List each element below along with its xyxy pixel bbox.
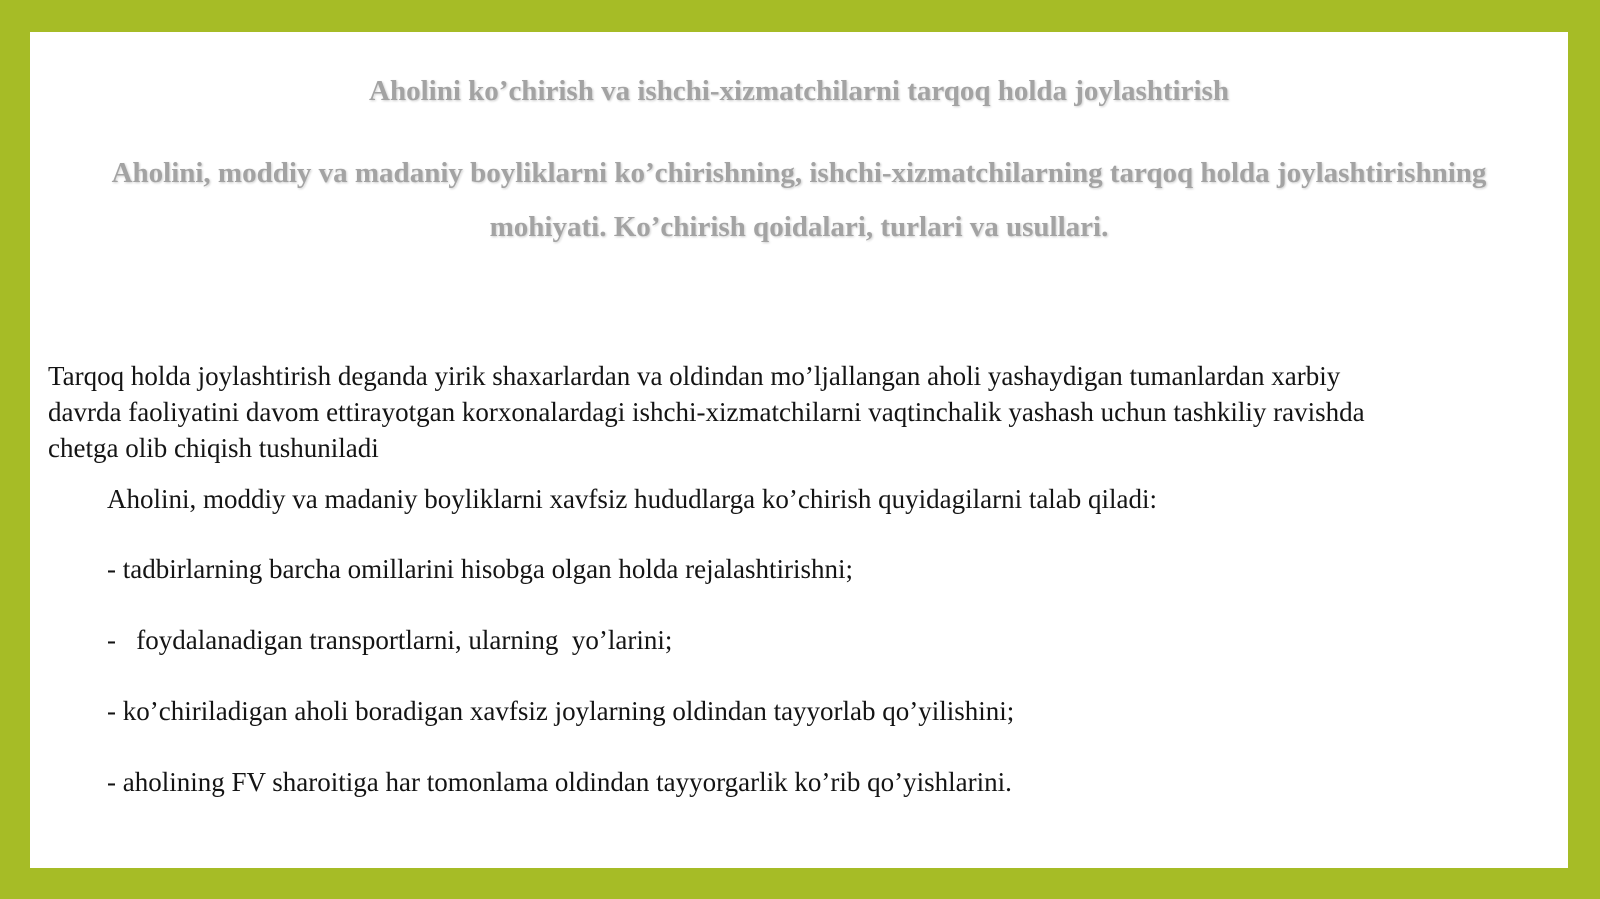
intro-paragraph bbox=[48, 358, 1548, 466]
list-item: - foydalanadigan transportlarni, ularning yo’larini; bbox=[107, 625, 673, 655]
requirements-list bbox=[107, 554, 1014, 838]
intro-line: Tarqoq holda joylashtirish deganda yirik shaxarlardan va oldindan mo’ljallangan aholi yashaydigan tumanlardan xarbiy bbox=[48, 361, 1341, 391]
list-item: - ko’chiriladigan aholi boradigan xavfsiz joylarning oldindan tayyorlab qo’yilishini; bbox=[107, 696, 1015, 726]
subtitle-line: mohiyati. Ko’chirish qoidalari, turlari va usullari. bbox=[489, 211, 1109, 243]
intro-line: davrda faoliyatini davom ettirayotgan korxonalardagi ishchi-xizmatchilarni vaqtinchalik yashash uchun tashkiliy ravishda bbox=[48, 397, 1365, 427]
subtitle-line: Aholini, moddiy va madaniy boyliklarni ko’chirishning, ishchi-xizmatchilarning tarqoq holda joylashtirishning bbox=[111, 157, 1487, 189]
slide-subtitle bbox=[50, 146, 1548, 254]
list-item: - aholining FV sharoitiga har tomonlama oldindan tayyorgarlik ko’rib qo’yishlarini. bbox=[107, 767, 1012, 797]
slide-title: Aholini ko’chirish va ishchi-xizmatchilarni tarqoq holda joylashtirish bbox=[369, 75, 1229, 107]
slide bbox=[30, 32, 1568, 868]
list-item: - tadbirlarning barcha omillarini hisobga olgan holda rejalashtirishni; bbox=[107, 554, 854, 584]
intro-line: chetga olib chiqish tushuniladi bbox=[48, 433, 379, 463]
requirements-lead: Aholini, moddiy va madaniy boyliklarni xavfsiz hududlarga ko’chirish quyidagilarni talab qiladi: bbox=[107, 484, 1158, 514]
